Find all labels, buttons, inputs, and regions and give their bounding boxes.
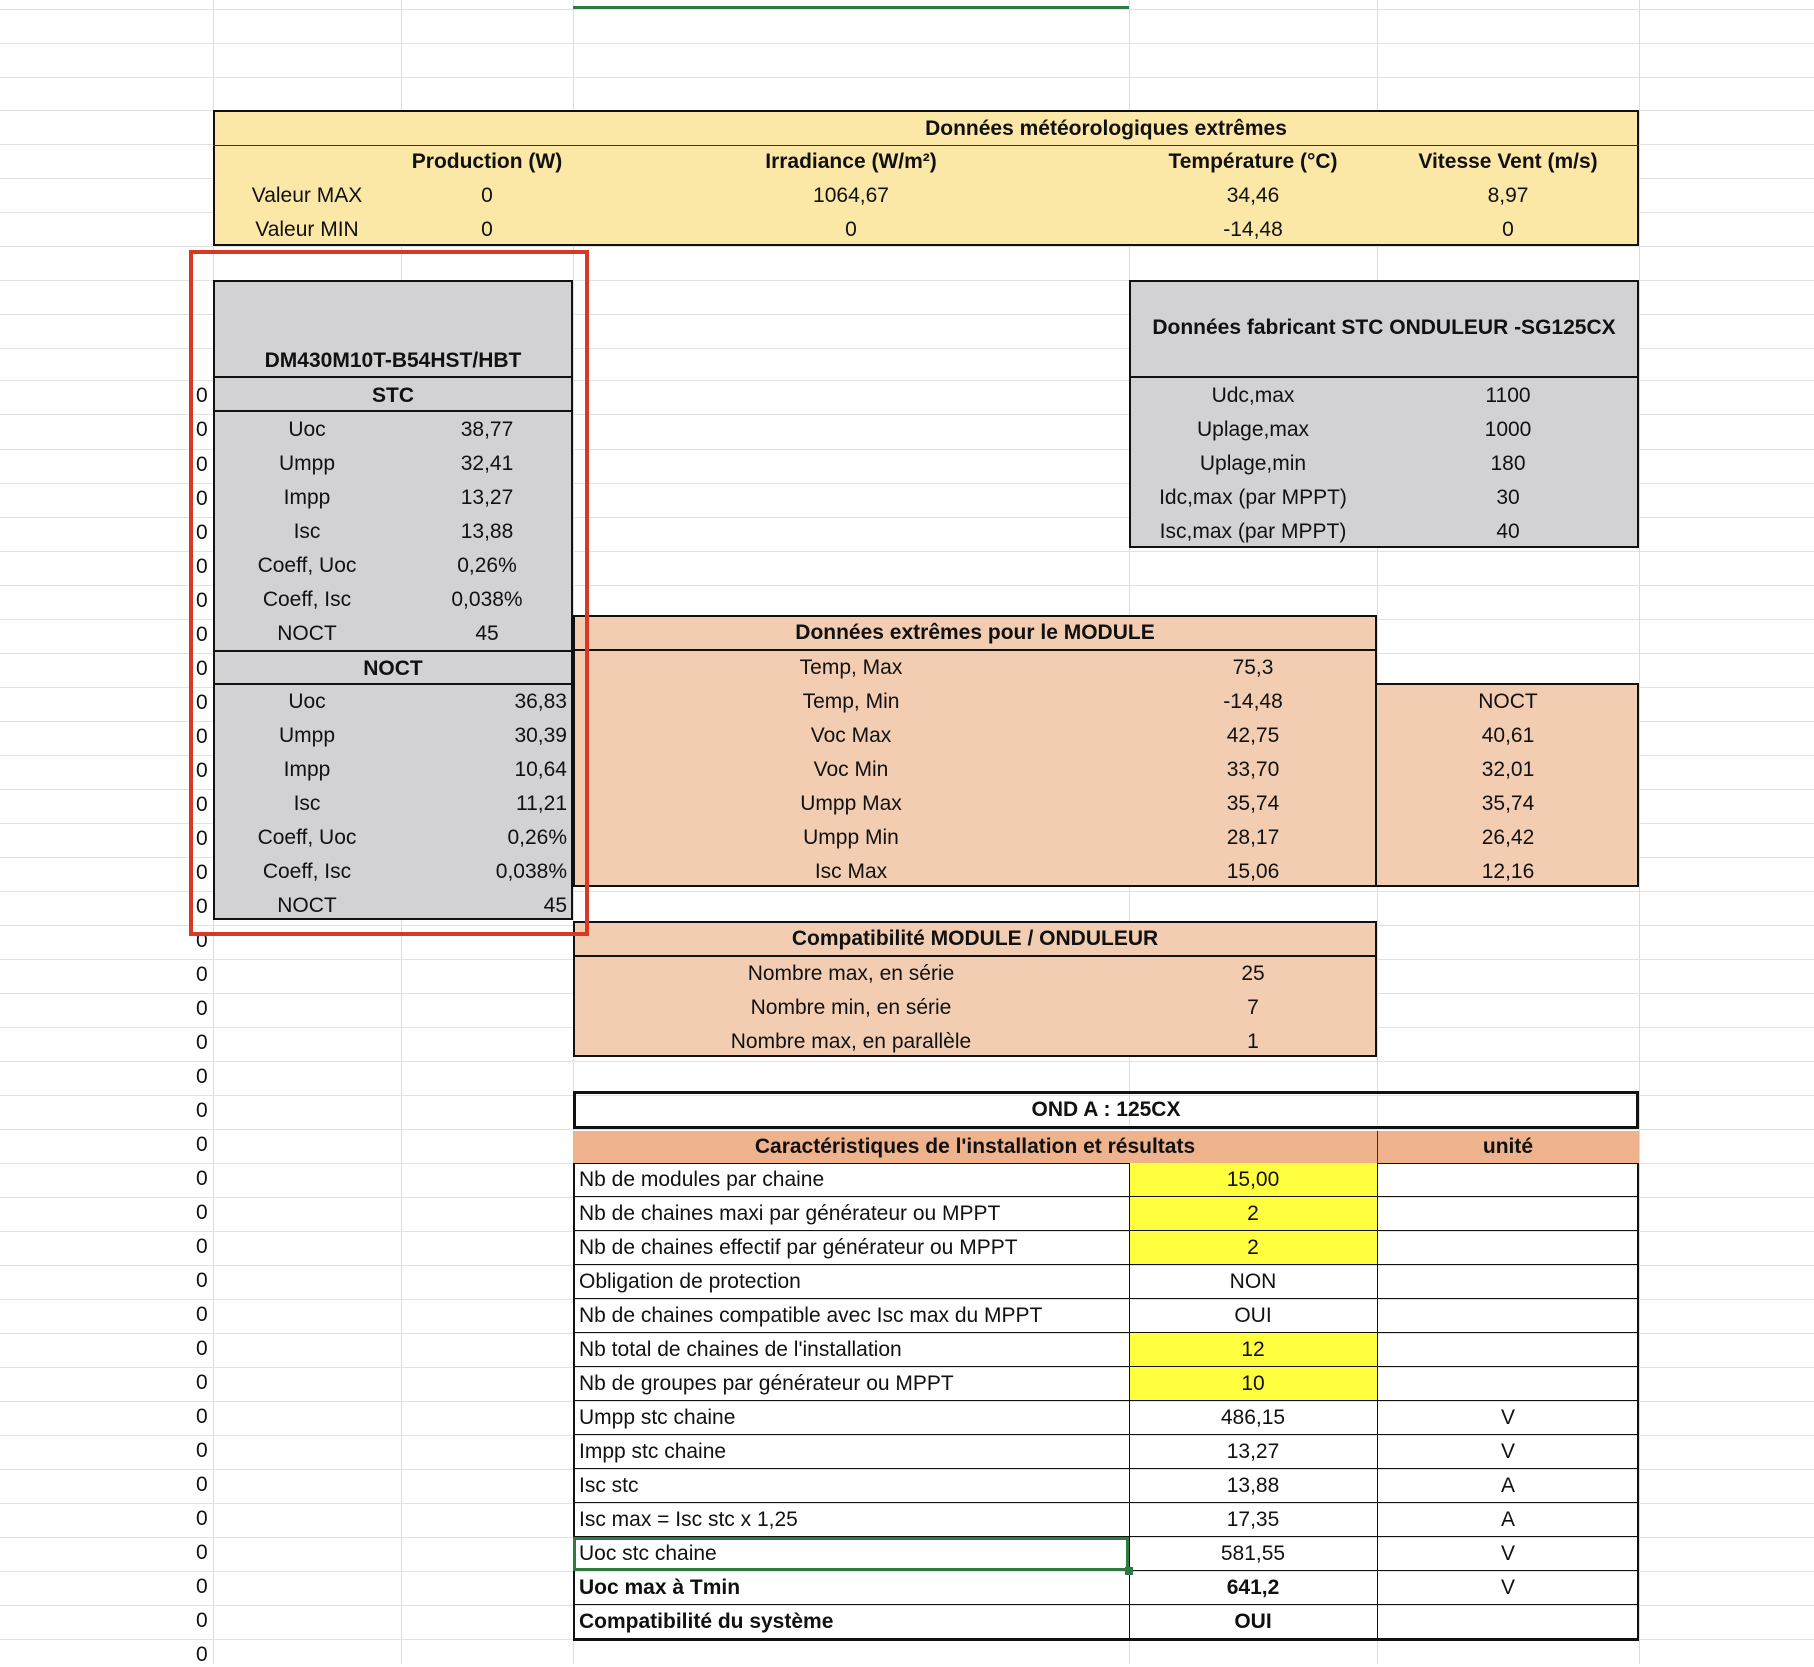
row-value-cell[interactable]: 0 <box>196 895 208 918</box>
extreme-value[interactable]: -14,48 <box>1223 690 1283 713</box>
noct-label[interactable]: Coeff, Isc <box>262 860 352 883</box>
install-value[interactable]: OUI <box>1234 1304 1272 1327</box>
row-value-cell[interactable]: 0 <box>196 1133 208 1156</box>
inverter-value[interactable]: 180 <box>1490 452 1526 475</box>
col-divider <box>1377 1163 1378 1639</box>
fill-handle <box>1125 1567 1133 1575</box>
weather-header[interactable]: Température (°C) <box>1168 150 1338 173</box>
install-label[interactable]: Impp stc chaine <box>579 1440 727 1463</box>
row-value-cell[interactable]: 0 <box>196 861 208 884</box>
weather-header[interactable]: Production (W) <box>411 150 563 173</box>
inverter-label[interactable]: Uplage,min <box>1199 452 1307 475</box>
extreme-label[interactable]: Umpp Min <box>803 826 899 849</box>
row-value-cell[interactable]: 0 <box>196 487 208 510</box>
install-label[interactable]: Compatibilité du système <box>579 1610 834 1633</box>
divider <box>573 649 1377 651</box>
weather-value[interactable]: 0 <box>845 218 857 241</box>
row-value-cell[interactable]: 0 <box>196 1303 208 1326</box>
inverter-label[interactable]: Udc,max <box>1211 384 1295 407</box>
install-label[interactable]: Nb total de chaines de l'installation <box>579 1338 902 1361</box>
extreme-label[interactable]: Voc Min <box>813 758 889 781</box>
compat-title[interactable]: Compatibilité MODULE / ONDULEUR <box>791 927 1159 950</box>
install-value[interactable]: 581,55 <box>1220 1542 1286 1565</box>
weather-value[interactable]: 0 <box>481 218 493 241</box>
install-title[interactable]: OND A : 125CX <box>1031 1098 1181 1121</box>
stc-label[interactable]: Impp <box>283 486 331 509</box>
install-value[interactable]: 2 <box>1247 1236 1259 1259</box>
install-value[interactable]: 15,00 <box>1226 1168 1280 1191</box>
extreme-value[interactable]: 15,06 <box>1226 860 1280 883</box>
noct-label[interactable]: Isc <box>293 792 321 815</box>
module-name[interactable]: DM430M10T-B54HST/HBT <box>264 349 522 372</box>
install-label[interactable]: Isc stc <box>579 1474 639 1497</box>
install-label[interactable]: Nb de chaines effectif par générateur ou MPPT <box>579 1236 1018 1259</box>
stc-value[interactable]: 45 <box>475 622 499 645</box>
row-value-cell[interactable]: 0 <box>196 725 208 748</box>
stc-value[interactable]: 32,41 <box>460 452 514 475</box>
row-value-cell[interactable]: 0 <box>196 1371 208 1394</box>
row-value-cell[interactable]: 0 <box>196 997 208 1020</box>
noct-label[interactable]: Umpp <box>278 724 336 747</box>
row-value-cell[interactable]: 0 <box>196 963 208 986</box>
grid-row-line <box>0 1061 1814 1062</box>
row-value-cell[interactable]: 0 <box>196 1269 208 1292</box>
inverter-value[interactable]: 40 <box>1496 520 1520 543</box>
row-value-cell[interactable]: 0 <box>196 418 208 441</box>
install-unit[interactable] <box>1377 1333 1639 1367</box>
compat-label[interactable]: Nombre min, en série <box>750 996 952 1019</box>
stc-label[interactable]: Coeff, Uoc <box>257 554 357 577</box>
install-unit[interactable] <box>1377 1299 1639 1333</box>
extreme-noct-value[interactable]: 40,61 <box>1481 724 1535 747</box>
install-unit[interactable] <box>1377 1197 1639 1231</box>
row-value-cell[interactable]: 0 <box>196 1609 208 1632</box>
selected-column-edge <box>573 6 1129 9</box>
selection-annotation-box <box>189 250 589 936</box>
install-unit[interactable]: V <box>1500 1406 1515 1429</box>
row-value-cell[interactable]: 0 <box>196 589 208 612</box>
noct-value[interactable]: 11,21 <box>516 792 567 815</box>
noct-value[interactable]: 10,64 <box>514 758 567 781</box>
stc-value[interactable]: 13,88 <box>460 520 514 543</box>
install-label[interactable]: Umpp stc chaine <box>579 1406 736 1429</box>
stc-label[interactable]: Umpp <box>278 452 336 475</box>
row-value-cell[interactable]: 0 <box>196 1405 208 1428</box>
extreme-value[interactable]: 35,74 <box>1226 792 1280 815</box>
compat-label[interactable]: Nombre max, en parallèle <box>730 1030 972 1053</box>
noct-label[interactable]: NOCT <box>277 894 337 917</box>
noct-value[interactable]: 45 <box>543 894 567 917</box>
row-value-cell[interactable]: 0 <box>196 623 208 646</box>
extreme-noct-value[interactable]: 35,74 <box>1481 792 1535 815</box>
stc-value[interactable]: 0,26% <box>457 554 517 577</box>
row-value-cell[interactable]: 0 <box>196 1167 208 1190</box>
row-value-cell[interactable]: 0 <box>196 1337 208 1360</box>
weather-header[interactable]: Irradiance (W/m²) <box>765 150 937 173</box>
extreme-noct-value[interactable]: 32,01 <box>1481 758 1535 781</box>
weather-value[interactable]: 34,46 <box>1226 184 1280 207</box>
install-unit[interactable]: V <box>1500 1576 1515 1599</box>
install-label[interactable]: Nb de modules par chaine <box>579 1168 825 1191</box>
extreme-label[interactable]: Temp, Min <box>802 690 900 713</box>
weather-value[interactable]: 1064,67 <box>813 184 889 207</box>
install-unit[interactable] <box>1377 1605 1639 1639</box>
row-value-cell[interactable]: 0 <box>196 1473 208 1496</box>
divider <box>1129 376 1639 378</box>
row-value-cell[interactable]: 0 <box>196 453 208 476</box>
weather-value[interactable]: 0 <box>481 184 493 207</box>
install-value[interactable]: 486,15 <box>1220 1406 1286 1429</box>
grid-column-line <box>1639 0 1640 1664</box>
install-value[interactable]: OUI <box>1234 1610 1272 1633</box>
weather-row-label[interactable]: Valeur MIN <box>255 218 359 241</box>
grid-row-line <box>0 1129 1814 1130</box>
inverter-label[interactable]: Idc,max (par MPPT) <box>1159 486 1347 509</box>
stc-label[interactable]: Coeff, Isc <box>262 588 352 611</box>
row-value-cell[interactable]: 0 <box>196 793 208 816</box>
compat-label[interactable]: Nombre max, en série <box>747 962 955 985</box>
grid-row-line <box>0 77 1814 78</box>
install-value[interactable]: 13,88 <box>1226 1474 1280 1497</box>
stc-label[interactable]: NOCT <box>277 622 337 645</box>
row-value-cell[interactable]: 0 <box>196 521 208 544</box>
stc-value[interactable]: 0,038% <box>451 588 523 611</box>
install-label[interactable]: Uoc max à Tmin <box>579 1576 741 1599</box>
install-unit[interactable]: A <box>1500 1474 1515 1497</box>
install-unit-header[interactable]: unité <box>1482 1135 1534 1158</box>
install-label[interactable]: Obligation de protection <box>579 1270 801 1293</box>
install-unit[interactable]: A <box>1500 1508 1515 1531</box>
noct-value[interactable]: 0,26% <box>507 826 567 849</box>
stc-label[interactable]: Uoc <box>288 418 326 441</box>
install-value[interactable]: 10 <box>1241 1372 1265 1395</box>
compat-value[interactable]: 1 <box>1247 1030 1259 1053</box>
noct-value[interactable]: 30,39 <box>514 724 567 747</box>
extreme-value[interactable]: 33,70 <box>1226 758 1280 781</box>
install-unit[interactable] <box>1377 1231 1639 1265</box>
install-unit[interactable]: V <box>1500 1440 1515 1463</box>
compat-value[interactable]: 7 <box>1247 996 1259 1019</box>
stc-label[interactable]: Isc <box>293 520 321 543</box>
grid-row-line <box>0 43 1814 44</box>
row-value-cell[interactable]: 0 <box>196 1507 208 1530</box>
noct-title[interactable]: NOCT <box>363 657 423 680</box>
grid-row-line <box>0 246 1814 247</box>
extreme-value[interactable]: 42,75 <box>1226 724 1280 747</box>
extreme-noct-value[interactable]: 12,16 <box>1481 860 1535 883</box>
extreme-noct-value[interactable]: 26,42 <box>1481 826 1535 849</box>
inverter-label[interactable]: Uplage,max <box>1196 418 1310 441</box>
install-unit[interactable] <box>1377 1367 1639 1401</box>
row-value-cell[interactable]: 0 <box>196 1201 208 1224</box>
row-value-cell[interactable]: 0 <box>196 1439 208 1462</box>
extreme-label[interactable]: Temp, Max <box>799 656 903 679</box>
weather-row-label[interactable]: Valeur MAX <box>251 184 363 207</box>
row-value-cell[interactable]: 0 <box>196 929 208 952</box>
row-value-cell[interactable]: 0 <box>196 1575 208 1598</box>
compat-value[interactable]: 25 <box>1241 962 1265 985</box>
install-value[interactable]: 17,35 <box>1226 1508 1280 1531</box>
install-label[interactable]: Nb de chaines maxi par générateur ou MPPT <box>579 1202 1001 1225</box>
extreme-title[interactable]: Données extrêmes pour le MODULE <box>795 621 1155 644</box>
install-header[interactable]: Caractéristiques de l'installation et résultats <box>754 1135 1196 1158</box>
row-value-cell[interactable]: 0 <box>196 759 208 782</box>
install-label[interactable]: Nb de chaines compatible avec Isc max du MPPT <box>579 1304 1043 1327</box>
install-label[interactable]: Isc max = Isc stc x 1,25 <box>579 1508 798 1531</box>
noct-label[interactable]: Coeff, Uoc <box>257 826 357 849</box>
row-value-cell[interactable]: 0 <box>196 384 208 407</box>
weather-title[interactable]: Données météorologiques extrêmes <box>925 117 1287 140</box>
stc-value[interactable]: 13,27 <box>460 486 514 509</box>
noct-value[interactable]: 0,038% <box>495 860 567 883</box>
install-value[interactable]: 641,2 <box>1226 1576 1280 1599</box>
stc-title[interactable]: STC <box>372 384 414 407</box>
weather-value[interactable]: -14,48 <box>1223 218 1283 241</box>
weather-header[interactable]: Vitesse Vent (m/s) <box>1418 150 1598 173</box>
install-label[interactable]: Uoc stc chaine <box>579 1542 717 1565</box>
row-value-cell[interactable]: 0 <box>196 555 208 578</box>
extreme-label[interactable]: Umpp Max <box>800 792 902 815</box>
row-value-cell[interactable]: 0 <box>196 1643 208 1666</box>
row-value-cell[interactable]: 0 <box>196 1099 208 1122</box>
weather-value[interactable]: 0 <box>1502 218 1514 241</box>
row-value-cell[interactable]: 0 <box>196 1031 208 1054</box>
extreme-value[interactable]: 75,3 <box>1232 656 1274 679</box>
noct-label[interactable]: Impp <box>283 758 331 781</box>
row-value-cell[interactable]: 0 <box>196 827 208 850</box>
inverter-value[interactable]: 1000 <box>1484 418 1532 441</box>
row-value-cell[interactable]: 0 <box>196 1065 208 1088</box>
install-unit[interactable]: V <box>1500 1542 1515 1565</box>
weather-value[interactable]: 8,97 <box>1487 184 1529 207</box>
extreme-label[interactable]: Isc Max <box>814 860 888 883</box>
extreme-value[interactable]: 28,17 <box>1226 826 1280 849</box>
install-value[interactable]: 12 <box>1241 1338 1265 1361</box>
install-unit[interactable] <box>1377 1163 1639 1197</box>
extreme-label[interactable]: Voc Max <box>810 724 892 747</box>
inverter-value[interactable]: 1100 <box>1485 384 1531 407</box>
inverter-label[interactable]: Isc,max (par MPPT) <box>1159 520 1347 543</box>
noct-value[interactable]: 36,83 <box>514 690 567 713</box>
install-unit[interactable] <box>1377 1265 1639 1299</box>
install-value[interactable]: NON <box>1229 1270 1277 1293</box>
active-cell-outline <box>573 1537 1129 1571</box>
divider <box>573 955 1377 957</box>
noct-label[interactable]: Uoc <box>288 690 326 713</box>
install-label[interactable]: Nb de groupes par générateur ou MPPT <box>579 1372 954 1395</box>
inverter-title[interactable]: Données fabricant STC ONDULEUR -SG125CX <box>1152 316 1616 339</box>
row-value-cell[interactable]: 0 <box>196 1541 208 1564</box>
stc-value[interactable]: 38,77 <box>460 418 514 441</box>
install-value[interactable]: 13,27 <box>1226 1440 1280 1463</box>
row-value-cell[interactable]: 0 <box>196 1235 208 1258</box>
extreme-noct-header[interactable]: NOCT <box>1478 690 1538 713</box>
install-value[interactable]: 2 <box>1247 1202 1259 1225</box>
inverter-value[interactable]: 30 <box>1496 486 1520 509</box>
grid-row-line <box>0 9 1814 10</box>
row-value-cell[interactable]: 0 <box>196 657 208 680</box>
row-value-cell[interactable]: 0 <box>196 691 208 714</box>
